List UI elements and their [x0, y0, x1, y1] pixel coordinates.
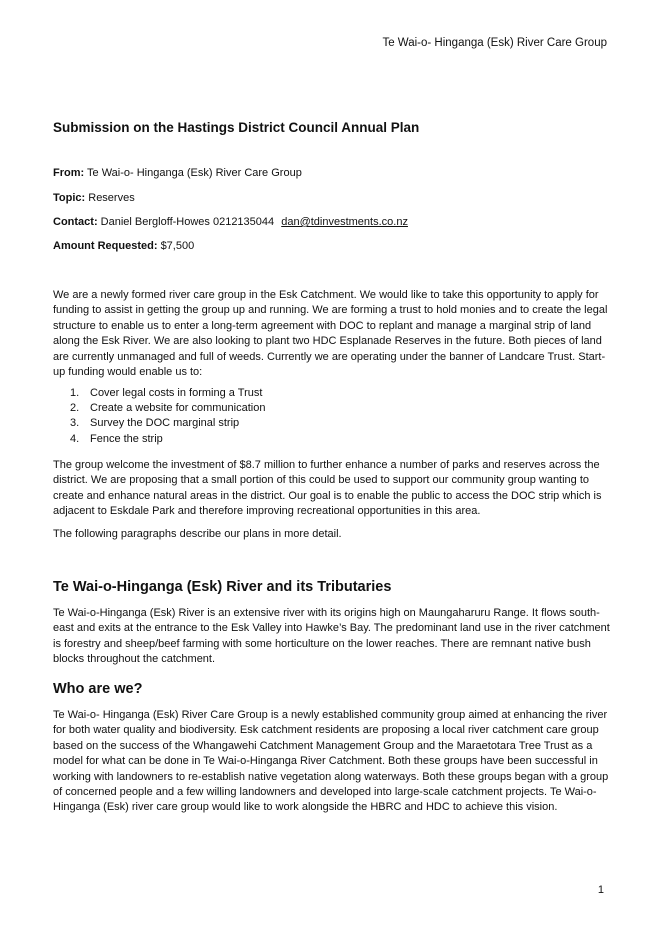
- funding-list: [70, 386, 265, 447]
- topic-label: Topic:: [53, 192, 86, 204]
- river-paragraph: Te Wai-o-Hinganga (Esk) River is an extensive river with its origins high on Maungaharuru Range. It flows south-east and exits at the entrance to the Esk Valley into Hawke’s Bay. The predominant land use in the river catchment is forestry and sheep/beef farming with some horticulture on the lower reaches. There are remnant native bush blocks throughout the catchment.: [53, 607, 610, 666]
- who-paragraph: Te Wai-o- Hinganga (Esk) River Care Group is a newly established community group aimed at enhancing the river for both water quality and biodiversity. Esk catchment residents are proposing a local river catchment care group based on the success of the Whangawehi Catchment Management Group and the Maraetotara Tree Trust as a model for what can be done in Te Wai-o-Hinganga River Catchment. Both these groups have been successful in working with landowners to re-establish native vegetation along waterways. Both these groups began with a group of concerned people and a few willing landowners and developed into large-scale catchment projects. Te Wai-o-Hinganga (Esk) river care group would like to work alongside the HBRC and HDC to achieve this vision.: [53, 709, 609, 814]
- list-item: 4. Fence the strip: [70, 432, 163, 445]
- document-title: Submission on the Hastings District Council Annual Plan: [53, 120, 420, 135]
- contact-label: Contact:: [53, 216, 98, 228]
- topic-value: Reserves: [88, 192, 135, 204]
- list-item: 1. Cover legal costs in forming a Trust: [70, 387, 263, 399]
- section-heading-who: Who are we?: [53, 681, 143, 697]
- amount-value: $7,500: [160, 240, 195, 252]
- contact-line: [53, 216, 408, 228]
- page-number: 1: [597, 884, 604, 896]
- running-header: Te Wai-o- Hinganga (Esk) River Care Group: [382, 37, 607, 49]
- list-item: 3. Survey the DOC marginal strip: [70, 417, 240, 430]
- list-item: 2. Create a website for communication: [70, 402, 266, 415]
- topic-line: [53, 192, 135, 204]
- section-heading-river: Te Wai-o-Hinganga (Esk) River and its Tributaries: [53, 579, 392, 595]
- contact-email-link[interactable]: dan@tdinvestments.co.nz: [281, 216, 408, 228]
- investment-paragraph: The group welcome the investment of $8.7 million to further enhance a number of parks and reserves across the district. We are proposing that a small portion of this could be used to support our community group wanting to create and enhance natural areas in the district. Our goal is to enable the public to access the DOC strip which is adjacent to Eskdale Park and therefore improving recreational opportunities in this area.: [53, 459, 602, 518]
- amount-label: Amount Requested:: [53, 240, 158, 252]
- contact-value: Daniel Bergloff-Howes 0212135044: [100, 216, 275, 228]
- from-label: From:: [53, 167, 85, 179]
- amount-line: [53, 240, 194, 252]
- intro-paragraph: We are a newly formed river care group in the Esk Catchment. We would like to take this opportunity to apply for funding to assist in getting the group up and running. We are forming a trust to hold monies and to create the legal structure to enable us to enter a long-term agreement with DOC to replant and manage a marginal strip of land along the Esk River. We are also looking to plant two HDC Esplanade Reserves in the future. Both pieces of land are currently unmanaged and full of weeds. Currently we are operating under the banner of Landcare Trust. Start-up funding would enable us to:: [53, 289, 608, 379]
- details-intro-paragraph: The following paragraphs describe our plans in more detail.: [53, 528, 342, 540]
- from-line: [53, 167, 302, 179]
- from-value: Te Wai-o- Hinganga (Esk) River Care Group: [87, 167, 302, 179]
